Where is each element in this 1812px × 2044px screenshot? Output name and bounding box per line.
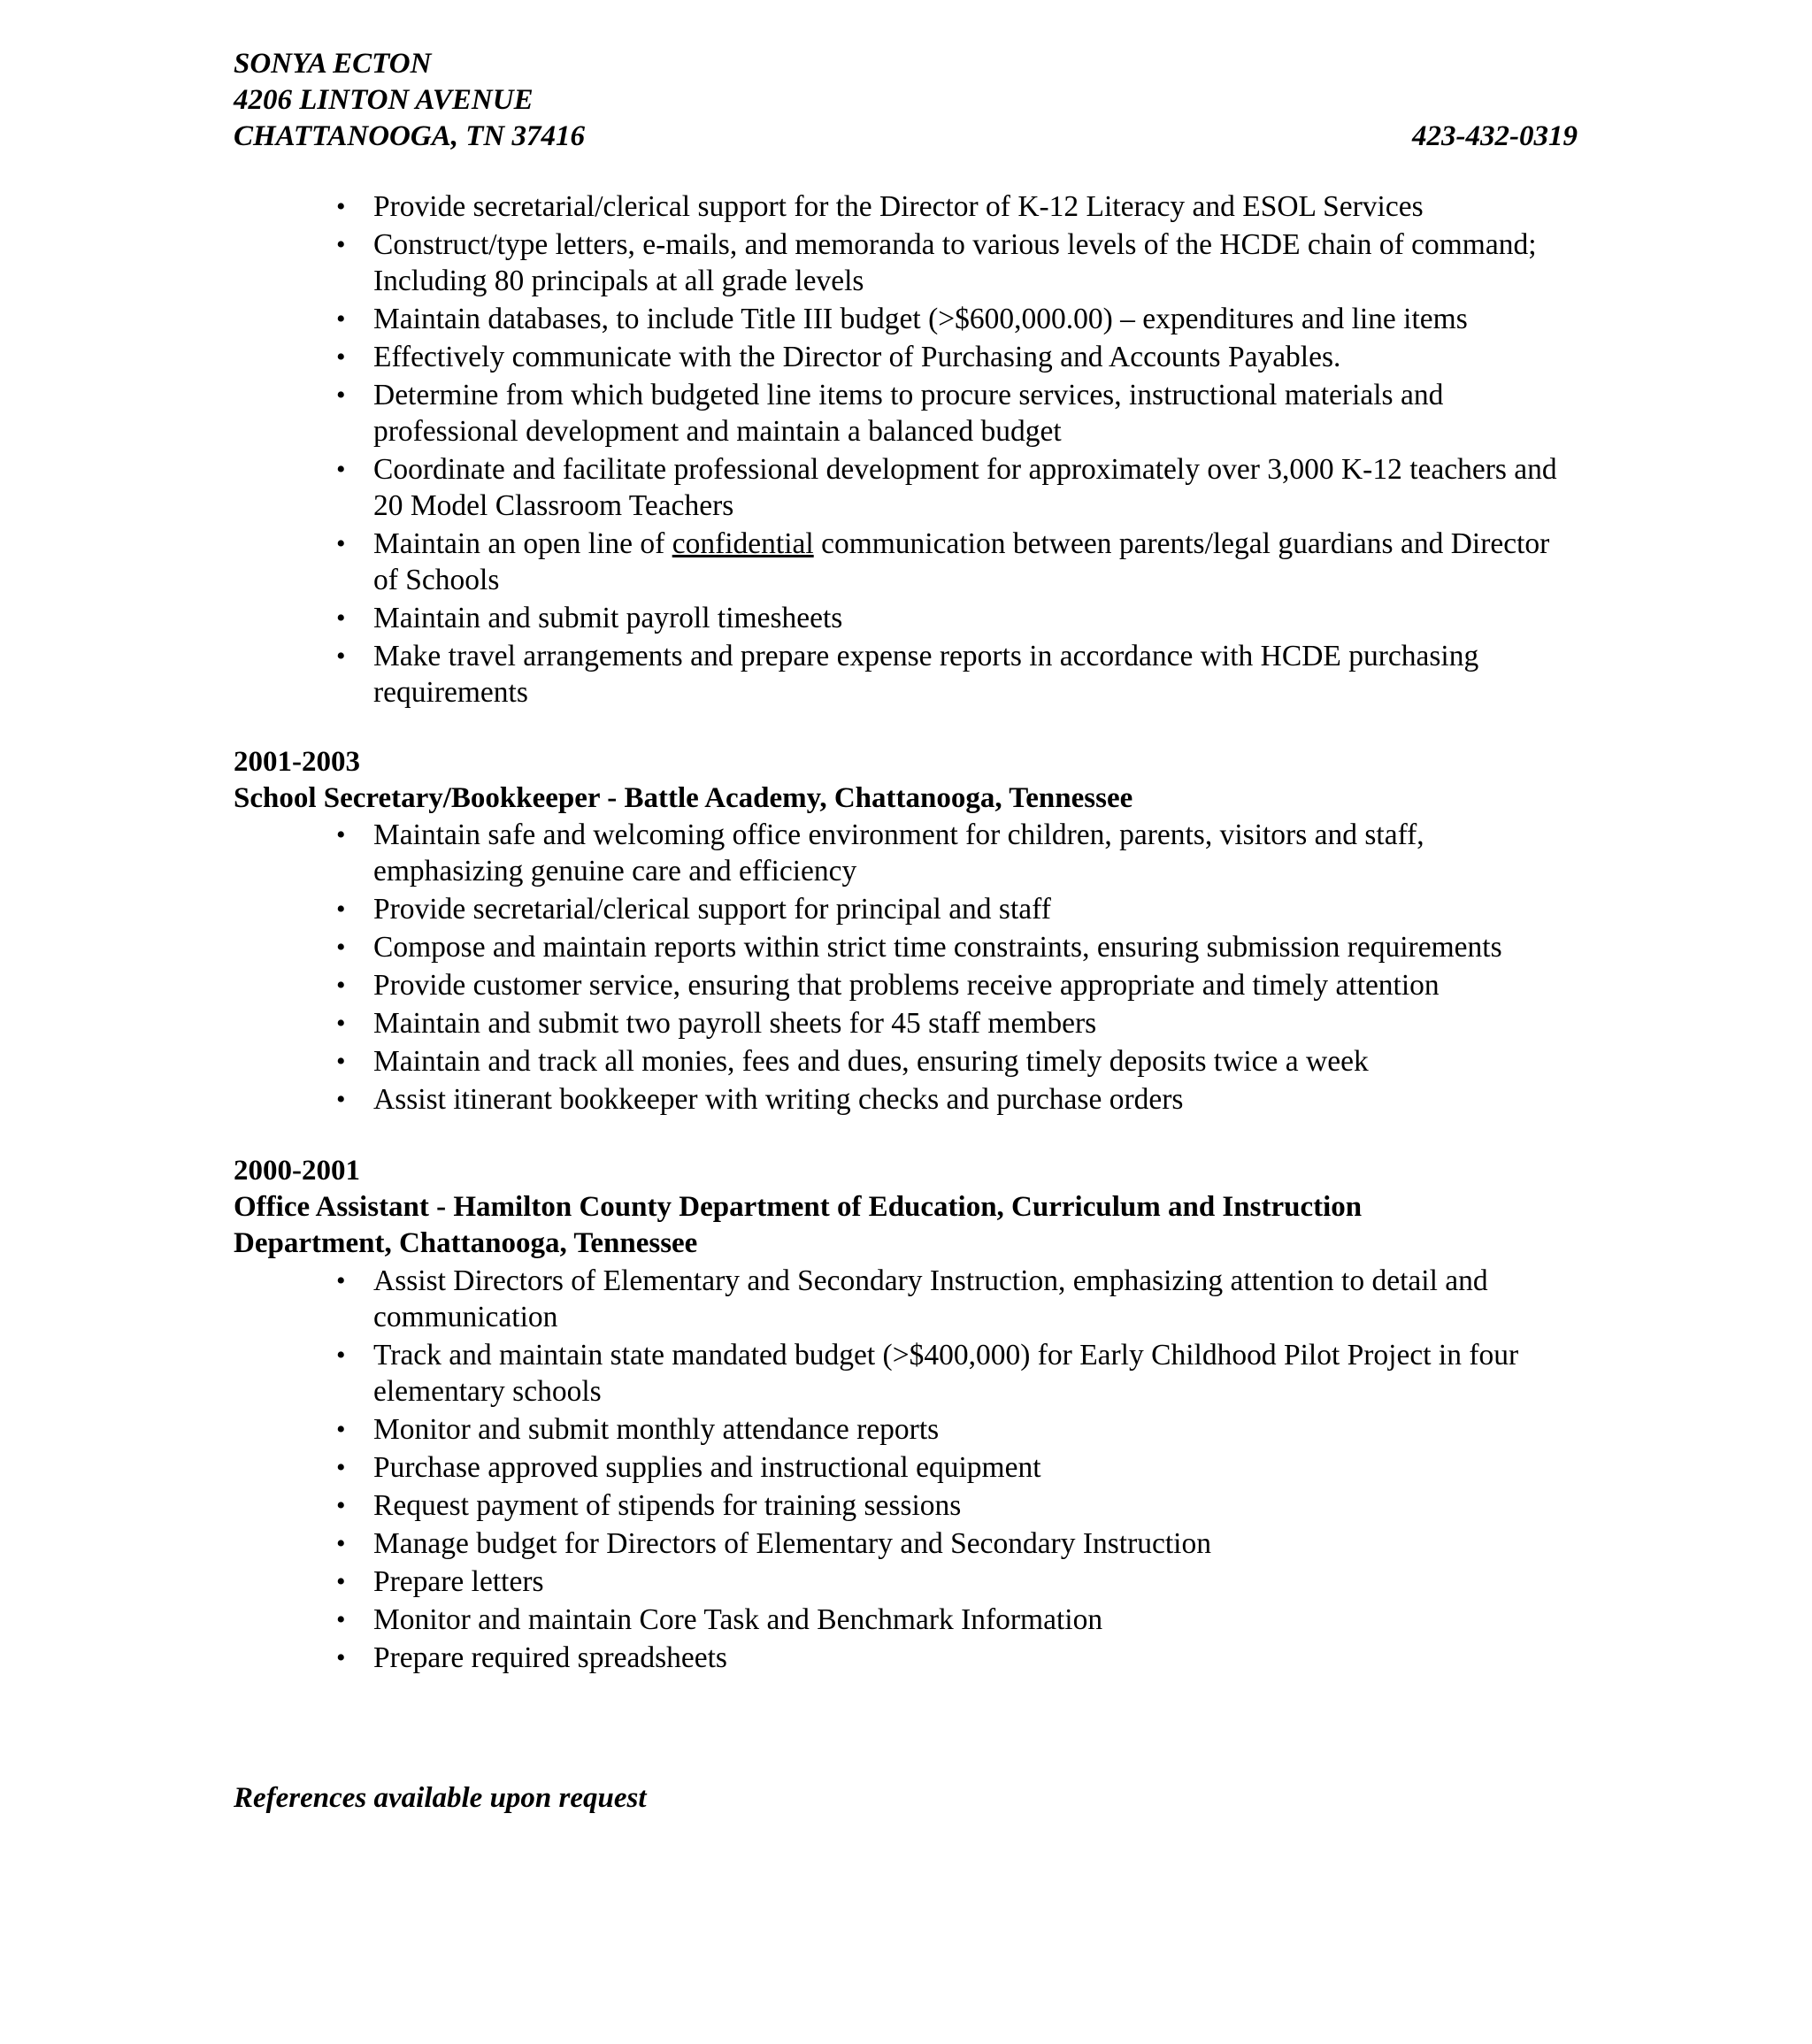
bullet-item <box>336 1525 1577 1562</box>
bullet-text: Track and maintain state mandated budget (>$400,000) for Early Childhood Pilot Project in four elementary schools <box>373 1339 1519 1408</box>
job2-bullet-list <box>336 817 1577 1119</box>
bullet-text: Compose and maintain reports within strict time constraints, ensuring submission requirements <box>373 931 1502 964</box>
bullet-dot-icon: • <box>336 642 346 671</box>
phone-number: 423-432-0319 <box>1412 120 1578 152</box>
bullet-text: Coordinate and facilitate professional development for approximately over 3,000 K-12 teachers and 20 Model Classroom Teachers <box>373 453 1557 522</box>
bullet-text: Construct/type letters, e-mails, and memoranda to various levels of the HCDE chain of command; Including 80 principals at all grade levels <box>373 228 1537 297</box>
bullet-text: Make travel arrangements and prepare expense reports in accordance with HCDE purchasing requirements <box>373 640 1479 709</box>
bullet-text: Assist Directors of Elementary and Secondary Instruction, emphasizing attention to detail and communication <box>373 1264 1488 1333</box>
bullet-dot-icon: • <box>336 603 346 633</box>
bullet-dot-icon: • <box>336 1453 346 1482</box>
bullet-item <box>336 600 1577 636</box>
bullet-dot-icon: • <box>336 1567 346 1596</box>
bullet-dot-icon: • <box>336 1085 346 1114</box>
bullet-text: Purchase approved supplies and instructional equipment <box>373 1451 1041 1484</box>
bullet-item <box>336 1487 1577 1524</box>
references-note: References available upon request <box>234 1782 647 1814</box>
bullet-dot-icon: • <box>336 529 346 558</box>
bullet-text: Provide secretarial/clerical support for principal and staff <box>373 893 1051 926</box>
bullet-item <box>336 1043 1577 1080</box>
bullet-item <box>336 638 1577 711</box>
bullet-item <box>336 1337 1577 1410</box>
bullet-dot-icon: • <box>336 380 346 410</box>
bullet-dot-icon: • <box>336 455 346 484</box>
bullet-item <box>336 188 1577 225</box>
street-address: 4206 LINTON AVENUE <box>234 84 534 116</box>
bullet-item <box>336 1411 1577 1448</box>
bullet-text: Assist itinerant bookkeeper with writing checks and purchase orders <box>373 1083 1184 1116</box>
bullet-dot-icon: • <box>336 1605 346 1634</box>
bullet-text: Prepare letters <box>373 1565 544 1598</box>
bullet-dot-icon: • <box>336 192 346 221</box>
bullet-text: communication between parents/legal guardians and Director of Schools <box>373 527 1550 596</box>
bullet-item <box>336 377 1577 450</box>
bullet-dot-icon: • <box>336 1529 346 1558</box>
bullet-text: Provide secretarial/clerical support for the Director of K-12 Literacy and ESOL Services <box>373 190 1424 223</box>
bullet-text: Maintain databases, to include Title III budget (>$600,000.00) – expenditures and line items <box>373 303 1468 335</box>
bullet-text: Monitor and submit monthly attendance reports <box>373 1413 940 1446</box>
bullet-item <box>336 1263 1577 1335</box>
city-state-zip: CHATTANOOGA, TN 37416 <box>234 120 585 152</box>
job3-title: Office Assistant - Hamilton County Department of Education, Curriculum and Instruction Department, Chattanooga, Tennessee <box>234 1191 1363 1259</box>
bullet-text: Monitor and maintain Core Task and Benchmark Information <box>373 1603 1103 1636</box>
bullet-text: Prepare required spreadsheets <box>373 1641 727 1674</box>
bullet-dot-icon: • <box>336 1047 346 1076</box>
bullet-dot-icon: • <box>336 1643 346 1672</box>
bullet-item <box>336 1564 1577 1600</box>
bullet-text: Maintain and track all monies, fees and dues, ensuring timely deposits twice a week <box>373 1045 1369 1078</box>
bullet-item <box>336 817 1577 889</box>
bullet-dot-icon: • <box>336 230 346 259</box>
bullet-dot-icon: • <box>336 342 346 372</box>
bullet-item <box>336 1081 1577 1118</box>
bullet-item <box>336 339 1577 375</box>
bullet-item <box>336 301 1577 337</box>
bullet-item <box>336 929 1577 965</box>
bullet-text: Determine from which budgeted line items to procure services, instructional materials and professional development and maintain a balanced budget <box>373 379 1444 448</box>
bullet-text: Maintain an open line of <box>373 527 672 560</box>
bullet-item <box>336 967 1577 1003</box>
bullet-text: Request payment of stipends for training sessions <box>373 1489 962 1522</box>
bullet-dot-icon: • <box>336 1491 346 1520</box>
job1-bullet-list <box>336 188 1577 712</box>
bullet-text: Manage budget for Directors of Elementary and Secondary Instruction <box>373 1527 1211 1560</box>
bullet-text: Effectively communicate with the Director of Purchasing and Accounts Payables. <box>373 341 1341 373</box>
bullet-item <box>336 1640 1577 1676</box>
city-line <box>234 119 1649 155</box>
bullet-item <box>336 1449 1577 1486</box>
bullet-dot-icon: • <box>336 895 346 924</box>
bullet-dot-icon: • <box>336 933 346 962</box>
bullet-dot-icon: • <box>336 1266 346 1295</box>
bullet-item <box>336 526 1577 598</box>
job2-title: School Secretary/Bookkeeper - Battle Academy, Chattanooga, Tennessee <box>234 782 1133 814</box>
bullet-dot-icon: • <box>336 820 346 849</box>
bullet-dot-icon: • <box>336 304 346 334</box>
bullet-dot-icon: • <box>336 1009 346 1038</box>
applicant-name: SONYA ECTON <box>234 48 432 80</box>
job2-dates: 2001-2003 <box>234 746 360 778</box>
bullet-item <box>336 227 1577 299</box>
bullet-item <box>336 1005 1577 1041</box>
bullet-text: Maintain and submit two payroll sheets for 45 staff members <box>373 1007 1097 1040</box>
bullet-dot-icon: • <box>336 1415 346 1444</box>
job3-dates: 2000-2001 <box>234 1155 360 1187</box>
underlined-text: confidential <box>672 527 814 560</box>
job3-bullet-list <box>336 1263 1577 1678</box>
bullet-dot-icon: • <box>336 1341 346 1370</box>
bullet-dot-icon: • <box>336 971 346 1000</box>
bullet-text: Maintain safe and welcoming office environment for children, parents, visitors and staff, emphasizing genuine care and efficiency <box>373 818 1424 888</box>
bullet-item <box>336 891 1577 927</box>
bullet-item <box>336 451 1577 524</box>
bullet-text: Maintain and submit payroll timesheets <box>373 602 843 634</box>
bullet-item <box>336 1602 1577 1638</box>
bullet-text: Provide customer service, ensuring that problems receive appropriate and timely attention <box>373 969 1440 1002</box>
